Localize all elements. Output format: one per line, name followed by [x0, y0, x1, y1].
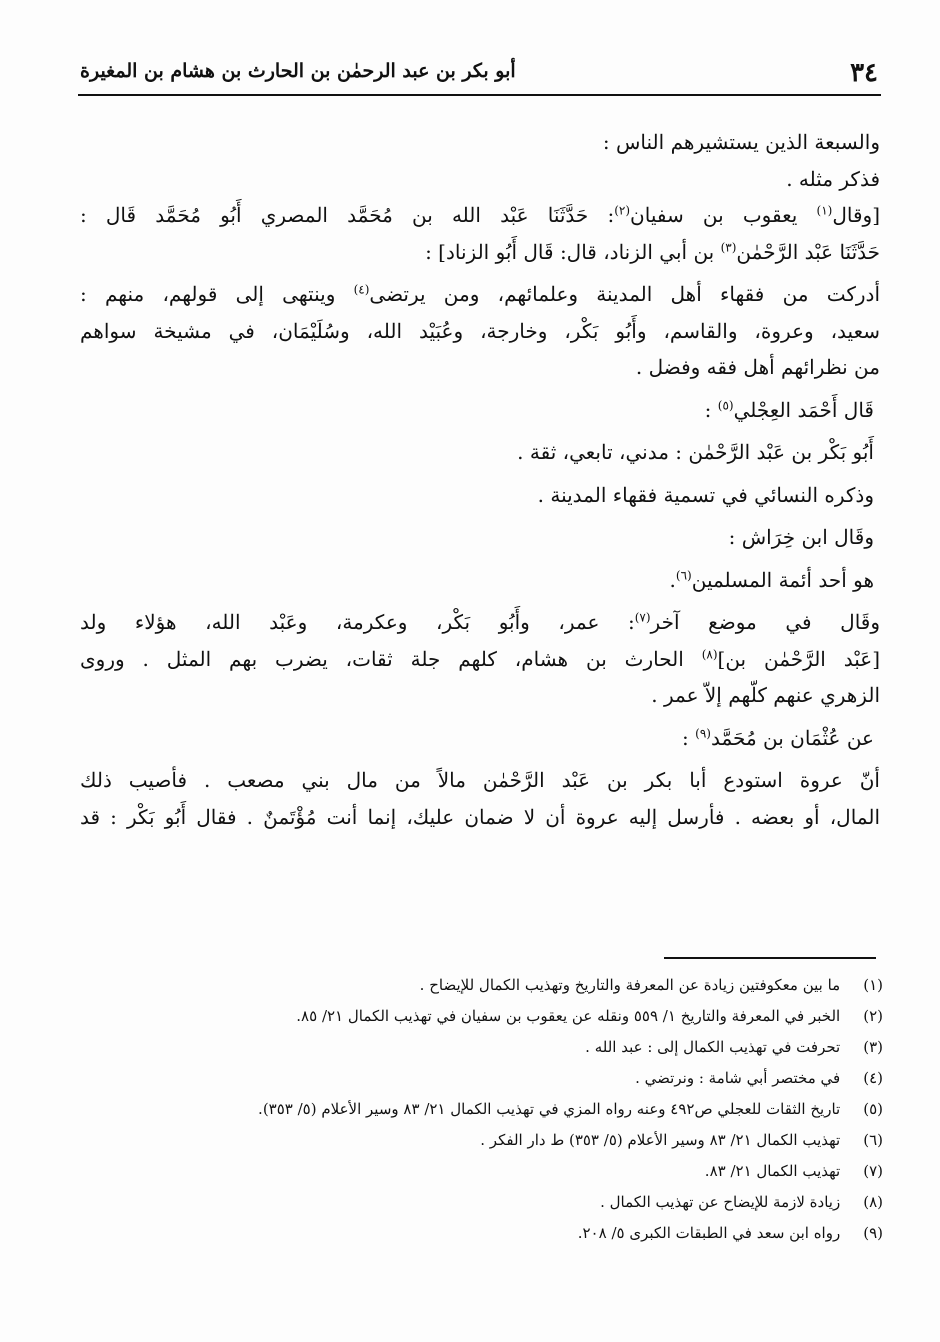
footnote	[90, 1156, 883, 1187]
footnote-ref[interactable]: (٨)	[701, 646, 718, 661]
text-line: والسبعة الذين يستشيرهم الناس :	[602, 130, 880, 154]
text-line: عن عُثْمَان بن مُحَمَّد$^{(٩)}$ :	[682, 725, 874, 750]
footnote-text: تحرفت في تهذيب الكمال إلى : عبد الله .	[585, 1038, 841, 1056]
text-line: فذكر مثله .	[786, 166, 880, 191]
footnote-text: زيادة لازمة للإيضاح عن تهذيب الكمال .	[600, 1193, 841, 1211]
footnote-number: (٣)	[863, 1038, 883, 1056]
footnote-ref[interactable]: (٢)	[614, 203, 631, 218]
footnote-ref[interactable]: (٣)	[720, 239, 737, 254]
footnote-text: الخبر في المعرفة والتاريخ ١/ ٥٥٩ ونقله عن يعقوب بن سفيان في تهذيب الكمال ٢١/ ٨٥.	[296, 1007, 841, 1025]
footnote-ref[interactable]: (٩)	[695, 725, 711, 740]
footnote-text: تهذيب الكمال ٢١/ ٨٣ وسير الأعلام (٥/ ٣٥٣) ط دار الفكر .	[480, 1131, 841, 1149]
footnote-ref[interactable]: (٦)	[675, 567, 692, 582]
page-header	[78, 52, 878, 92]
text-line: حَدَّثَنَا عَبْد الرَّحْمٰن$^{(٣)}$ بن أبي الزناد، قال: قَال أَبُو الزناد] :	[425, 239, 880, 264]
text-line: [وقال$^{(١)}$ يعقوب بن سفيان$^{(٢)}$: حَدَّثَنَا عَبْد الله بن مُحَمَّد المصري أَبُو مُحَمَّد قَال :	[80, 203, 880, 227]
text-line: أدركت من فقهاء أهل المدينة وعلمائهم، ومن يرتضى$^{(٤)}$ وينتهى إلى قولهم، منهم :	[80, 282, 880, 306]
footnote	[90, 1125, 883, 1156]
main-text	[80, 124, 880, 835]
text-line: وقَال في موضع آخر$^{(٧)}$: عمر، وأَبُو بَكْر، وعكرمة، وعَبْد الله، هؤلاء ولد	[80, 610, 880, 634]
footnote-number: (٤)	[863, 1069, 883, 1087]
footnote	[90, 1063, 883, 1094]
footnote	[90, 970, 883, 1001]
footnote-text: رواه ابن سعد في الطبقات الكبرى ٥/ ٢٠٨.	[577, 1224, 841, 1242]
footnote-number: (٧)	[863, 1162, 883, 1180]
footnote-ref[interactable]: (١)	[816, 203, 833, 218]
footnote-ref[interactable]: (٧)	[634, 610, 651, 625]
text-line: أنّ عروة استودع أبا بكر بن عَبْد الرَّحْمٰن مالاً من مال بني مصعب . فأصيب ذلك	[80, 768, 880, 792]
text-line: وقَال ابن خِرَاش :	[728, 525, 874, 549]
footnote-number: (١)	[863, 976, 883, 994]
footnote-number: (٥)	[863, 1100, 883, 1118]
footnote-number: (٨)	[863, 1193, 883, 1211]
text-line: [عَبْد الرَّحْمٰن بن]$^{(٨)}$ الحارث بن هشام، كلهم جلة ثقات، يضرب بهم المثل . وروى	[80, 646, 880, 671]
text-line: المال، أو بعضه . فأرسل إليه عروة أن لا ضمان عليك، إنما أنت مُؤْتَمنٌ . فقال أَبُو بَكْر : قد	[80, 804, 880, 829]
page-number: ٣٤	[850, 58, 878, 88]
footnote-rule	[664, 957, 876, 959]
text-line: قَال أَحْمَد العِجْلي$^{(٥)}$ :	[704, 397, 874, 422]
footnote	[90, 1094, 883, 1125]
footnote-ref[interactable]: (٥)	[717, 397, 734, 412]
footnote-text: في مختصر أبي شامة : ونرتضي .	[635, 1069, 841, 1087]
footnote-number: (٢)	[863, 1007, 883, 1025]
footnote-text: ما بين معكوفتين زيادة عن المعرفة والتاريخ وتهذيب الكمال للإيضاح .	[419, 976, 841, 994]
footnote-ref[interactable]: (٤)	[353, 282, 370, 297]
running-title: أبو بكر بن عبد الرحمٰن بن الحارث بن هشام بن المغيرة	[80, 60, 516, 82]
header-rule	[78, 94, 881, 96]
text-line: سعيد، وعروة، والقاسم، وأَبُو بَكْر، وخارجة، وعُبَيْد الله، وسُلَيْمَان، في مشيخة سواهم	[80, 318, 880, 343]
footnote-text: تاريخ الثقات للعجلي ص٤٩٢ وعنه رواه المزي في تهذيب الكمال ٢١/ ٨٣ وسير الأعلام (٥/ ٣٥٣).	[258, 1100, 841, 1118]
text-line: الزهري عنهم كلّهم إلاّ عمر .	[651, 683, 880, 707]
footnote-number: (٦)	[863, 1131, 883, 1149]
footnote-text: تهذيب الكمال ٢١/ ٨٣.	[704, 1162, 841, 1180]
footnote	[90, 1001, 883, 1032]
footnote-number: (٩)	[863, 1224, 883, 1242]
footnote	[90, 1187, 883, 1218]
text-line: أَبُو بَكْر بن عَبْد الرَّحْمٰن : مدني، تابعي، ثقة .	[517, 440, 874, 464]
text-line: من نظرائهم أهل فقه وفضل .	[635, 355, 880, 379]
footnotes	[90, 970, 883, 1249]
footnote	[90, 1032, 883, 1063]
footnote	[90, 1218, 883, 1249]
text-line: هو أحد أئمة المسلمين$^{(٦)}$.	[669, 567, 874, 592]
text-line: وذكره النسائي في تسمية فقهاء المدينة .	[537, 482, 874, 507]
